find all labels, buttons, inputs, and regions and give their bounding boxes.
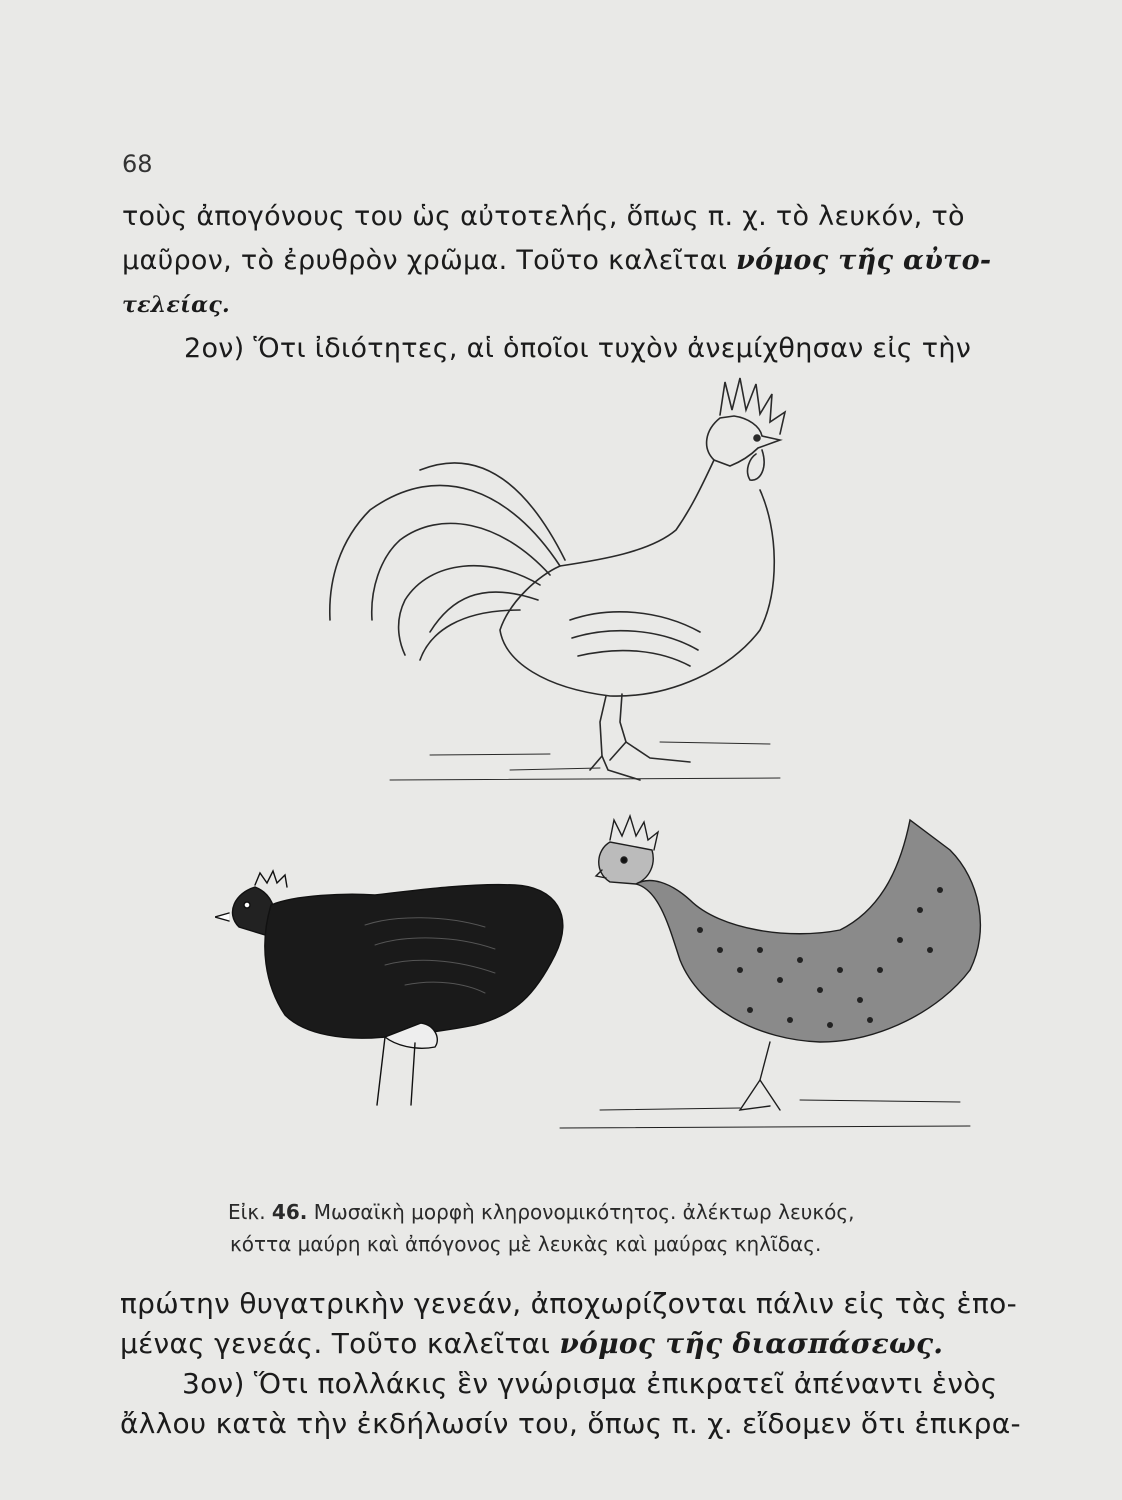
figure-label: Εἰκ. (228, 1200, 266, 1224)
figure-caption (228, 1196, 854, 1260)
caption-text: Μωσαϊκὴ μορφὴ κληρονομικότητος. ἀλέκτωρ λευκός, (313, 1200, 855, 1224)
text-line: 2ον) Ὅτι ἰδιότητες, αἱ ὁποῖοι τυχὸν ἀνεμίχθησαν εἰς τὴν (184, 333, 972, 364)
law-term-continuation: τελείας. (122, 292, 231, 318)
text-line: πρώτην θυγατρικὴν γενεάν, ἀποχωρίζονται πάλιν εἰς τὰς ἑπο- (120, 1287, 1017, 1320)
black-hen-illustration (215, 865, 595, 1115)
caption-line: κόττα μαύρη καὶ ἀπόγονος μὲ λευκὰς καὶ μαύρας κηλῖδας. (230, 1232, 822, 1256)
text-span: μένας γενεάς. Τοῦτο καλεῖται (120, 1327, 560, 1360)
caption-line (228, 1196, 854, 1228)
figure-number: 46. (271, 1200, 308, 1224)
top-paragraph (122, 195, 1072, 371)
page-number: 68 (122, 150, 153, 178)
text-line (122, 239, 1072, 283)
text-line: 3ον) Ὅτι πολλάκις ἓν γνώρισμα ἐπικρατεῖ ἀπέναντι ἑνὸς (182, 1367, 998, 1400)
text-line (120, 1324, 1090, 1364)
white-rooster-illustration (310, 370, 810, 790)
text-line: ἄλλου κατὰ τὴν ἐκδήλωσίν του, ὅπως π. χ. εἴδομεν ὅτι ἐπικρα- (120, 1407, 1021, 1440)
text-line: τοὺς ἀπογόνους του ὡς αὐτοτελής, ὅπως π. χ. τὸ λευκόν, τὸ (122, 201, 965, 232)
speckled-offspring-illustration (540, 810, 1000, 1160)
law-term-autotelia: νόμος τῆς αὐτο- (736, 245, 992, 276)
bottom-paragraph (120, 1284, 1090, 1444)
law-term-diaspasis: νόμος τῆς διασπάσεως. (559, 1327, 944, 1360)
text-span: μαῦρον, τὸ ἐρυθρὸν χρῶμα. Τοῦτο καλεῖται (122, 245, 737, 276)
